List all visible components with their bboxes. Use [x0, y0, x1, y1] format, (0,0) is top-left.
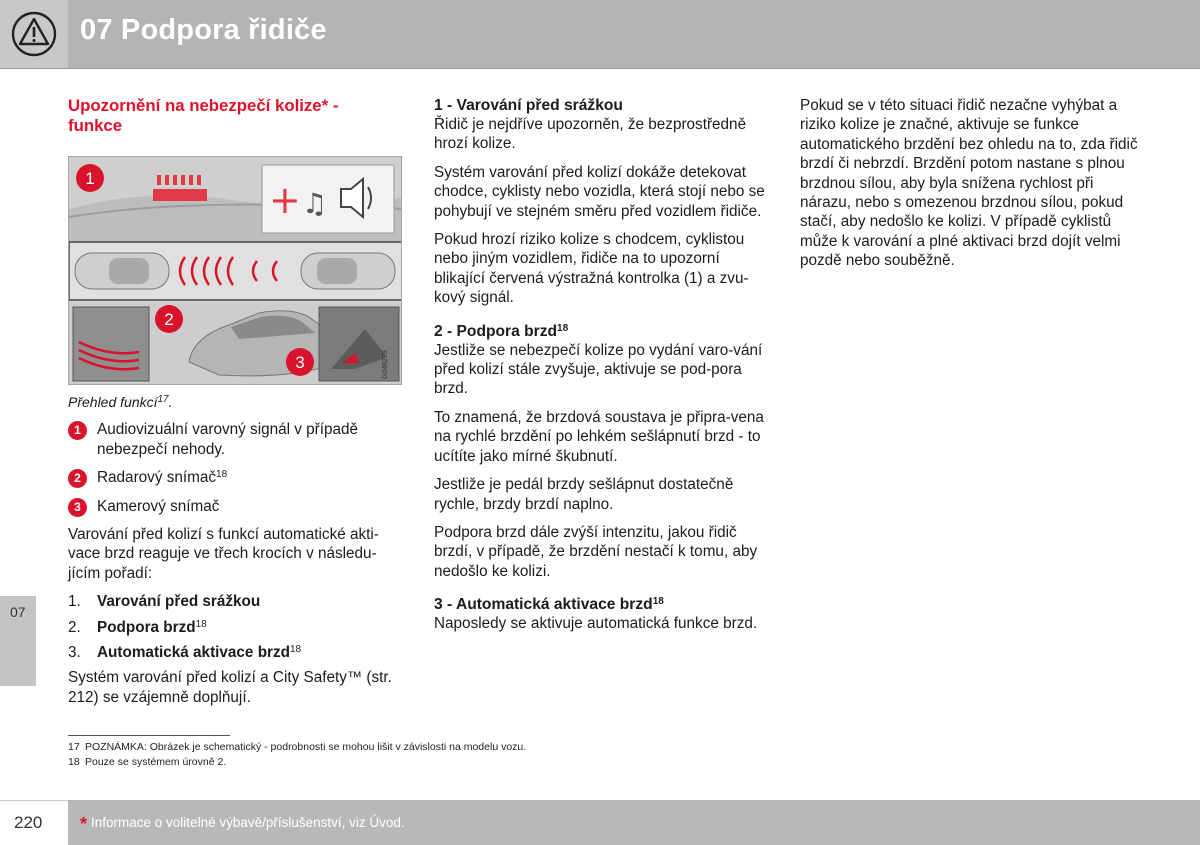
page-footer: [0, 800, 1200, 845]
footnote-18: 18 Pouze se systémem úrovně 2.: [68, 756, 227, 768]
own-car-icon: [75, 253, 169, 289]
paragraph: Pokud hrozí riziko kolize s chodcem, cyklistou nebo jiným vozidlem, řidiče na to upozorní blikající červená výstražná kontrolka (1) a zvu-kový signál.: [434, 231, 749, 307]
column-right: [800, 96, 1140, 280]
svg-text:♫: ♫: [302, 187, 328, 220]
paragraph: To znamená, že brzdová soustava je připra-vena na rychlé brzdění po lehkém sešlápnutí brzd - to ucítíte jako mírné škubnutí.: [434, 408, 764, 465]
step-item: 3. Automatická aktivace brzd$^{18}$: [68, 644, 302, 662]
step-item: 2. Podpora brzd$^{18}$: [68, 618, 207, 636]
paragraph: Naposledy se aktivuje automatická funkce brzd.: [434, 615, 758, 633]
warning-triangle-icon: [0, 0, 68, 68]
subheading-2: 2 - Podpora brzd$^{18}$: [434, 322, 569, 340]
paragraph: Systém varování před kolizí dokáže detekovat chodce, cyklisty nebo vozidla, která stojí nebo se pohybují ve stejném směru před vozidlem řidiče.: [434, 163, 765, 220]
legend-item-3: 3 Kamerový snímač: [68, 497, 403, 516]
svg-text:1: 1: [85, 169, 95, 188]
chapter-number: 07: [10, 604, 26, 620]
legend-badge: 3: [68, 498, 87, 517]
svg-text:+: +: [269, 178, 301, 222]
page-number-box: [0, 800, 68, 845]
asterisk-marker: *: [80, 814, 88, 834]
footnote-17: 17 POZNÁMKA: Obrázek je schematický - podrobnosti se mohou lišit v závislosti na modelu vozu.: [68, 741, 527, 753]
figure-badge-3: [286, 348, 314, 376]
figure-code: G048279: [382, 350, 389, 379]
footer-note: * Informace o volitelné výbavě/příslušenství, viz Úvod.: [80, 814, 405, 834]
page-number: 220: [14, 813, 43, 832]
svg-text:3: 3: [295, 353, 305, 372]
footnote-divider: [68, 735, 230, 736]
paragraph: Jestliže se nebezpečí kolize po vydání varo-vání před kolizí stále zvyšuje, aktivuje se pod-pora brzd.: [434, 341, 763, 398]
radar-sensor-inset: [73, 307, 149, 381]
steps-list: [68, 592, 403, 662]
legend-item-2: 2 Radarový snímač$^{18}$: [68, 468, 403, 487]
legend-badge: 1: [68, 421, 87, 440]
svg-text:2: 2: [164, 310, 174, 329]
paragraph: Jestliže je pedál brzdy sešlápnut dostatečně rychle, brzdy brzdí naplno.: [434, 476, 734, 513]
intro-paragraph: Varování před kolizí s funkcí automatické akti-vace brzd reaguje ve třech krocích v následu-jícím pořadí:: [68, 526, 379, 582]
subheading-3: 3 - Automatická aktivace brzd$^{18}$: [434, 596, 664, 614]
page-header: [0, 0, 1200, 68]
legend-badge: 2: [68, 469, 87, 488]
overview-figure: [68, 156, 402, 385]
sound-signal-icon: [262, 165, 394, 233]
figure-caption: Přehled funkcí$^{17}$.: [68, 394, 173, 410]
paragraph: Podpora brzd dále zvýší intenzitu, jakou řidič brzdí, v případě, že brzdění nestačí k tomu, aby nedošlo ke kolizi.: [434, 523, 758, 580]
column-middle: [434, 96, 774, 643]
header-divider: [0, 68, 1200, 69]
page-title: 07 Podpora řidiče: [80, 14, 327, 46]
chapter-side-tab: [0, 596, 36, 686]
target-car-icon: [301, 253, 395, 289]
paragraph: Řidič je nejdříve upozorněn, že bezprostředně hrozí kolize.: [434, 116, 747, 153]
subheading-1: 1 - Varování před srážkou: [434, 97, 623, 114]
chapter-icon-box: [0, 0, 68, 68]
overview-illustration: [69, 157, 402, 385]
paragraph: Pokud se v této situaci řidič nezačne vyhýbat a riziko kolize je značné, aktivuje se funkce automatického brzdění bez ohledu na to, zda řidič brzdí či nebrzdí. Brzdění potom nastane s plnou brzdnou sílou, aby byla snížena rychlost při nárazu, nebo s omezenou brzdnou sílou, pokud stačí, aby nedošlo ke kolizi. V případě cyklistů může k varování a plné aktivaci brzd dojít velmi pozdě nebo souběžně.: [800, 97, 1138, 270]
step-item: 1. Varování před srážkou: [68, 593, 261, 611]
section-title: Upozornění na nebezpečí kolize* - funkce: [68, 96, 339, 135]
figure-badge-1: [76, 164, 104, 192]
legend-item-1: 1 Audiovizuální varovný signál v případě nebezpečí nehody.: [68, 420, 403, 459]
column-left: [68, 96, 403, 716]
outro-paragraph: Systém varování před kolizí a City Safety™ (str. 212) se vzájemně doplňují.: [68, 669, 392, 706]
figure-badge-2: [155, 305, 183, 333]
